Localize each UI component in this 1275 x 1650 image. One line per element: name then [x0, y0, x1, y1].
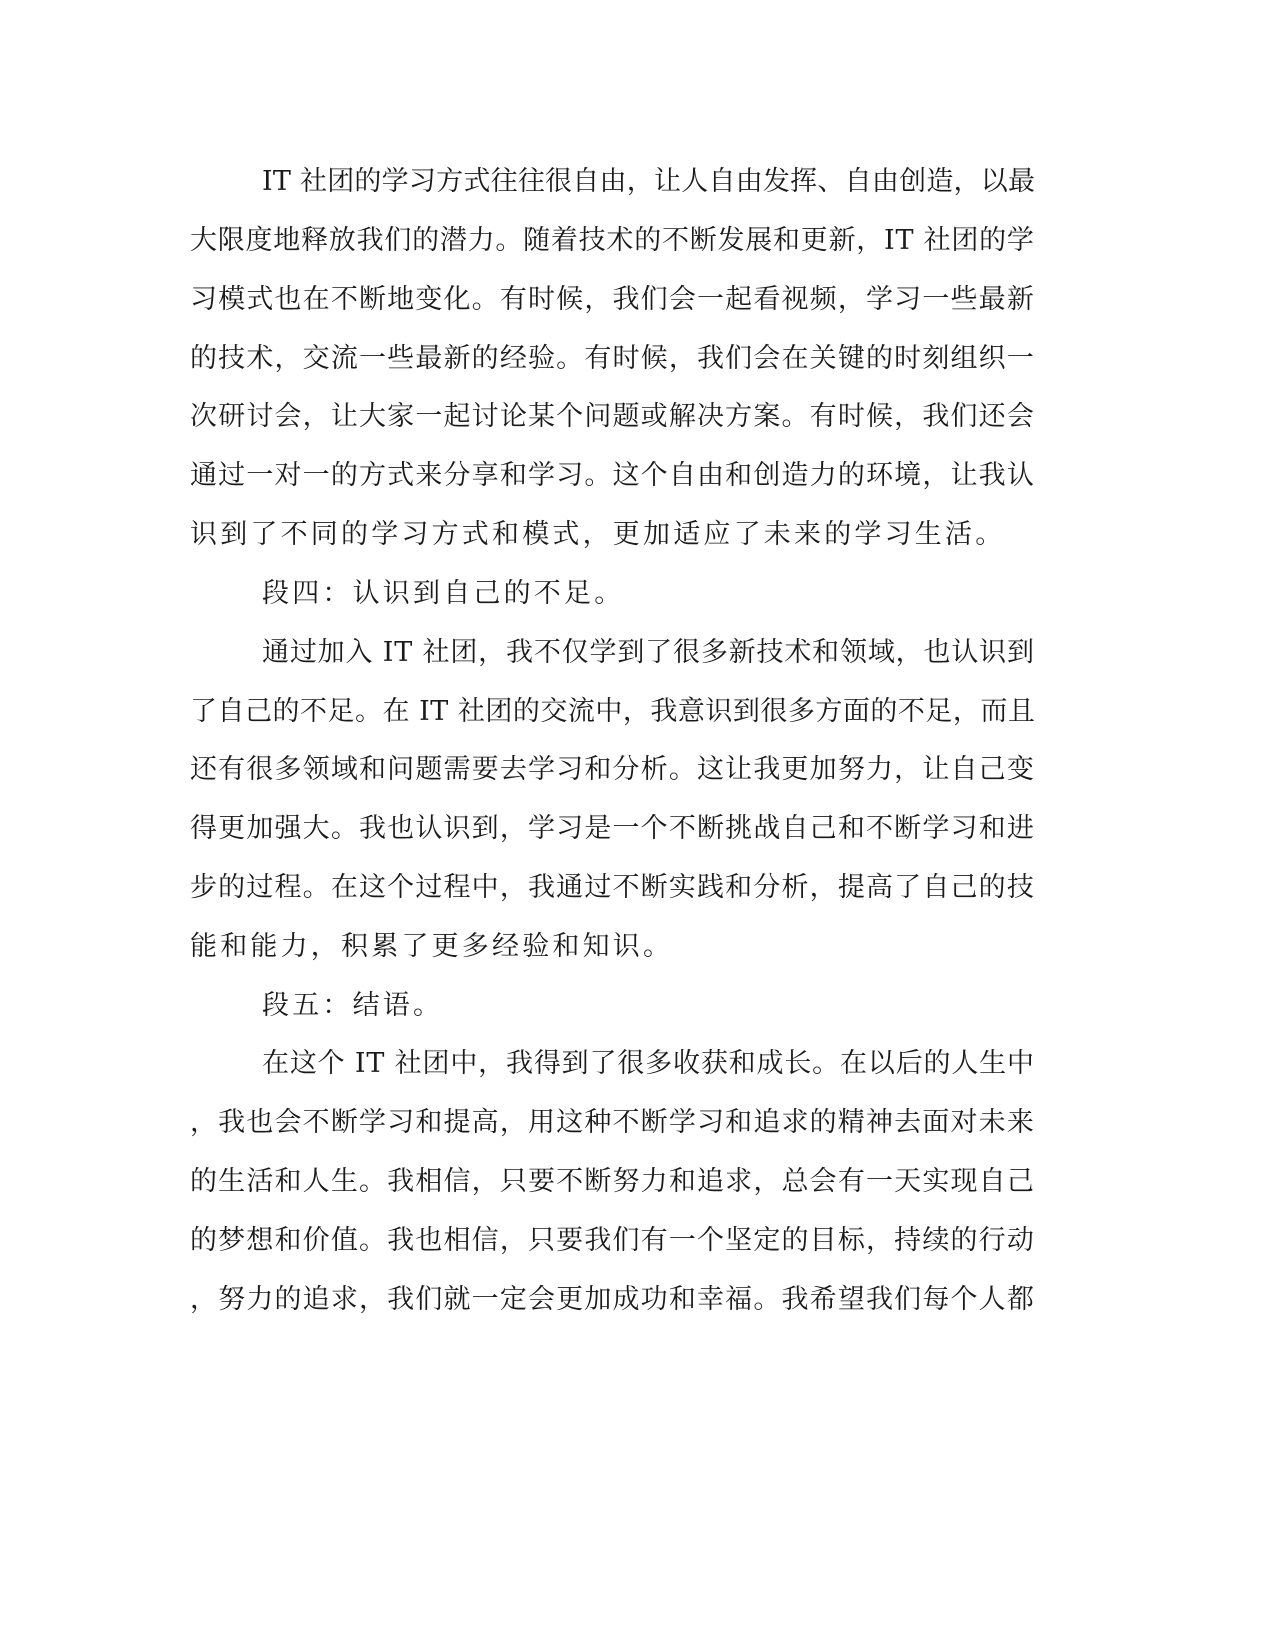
paragraph-line: ，我也会不断学习和提高，用这种不断学习和追求的精神去面对未来: [190, 1107, 1035, 1138]
paragraph-line: ，努力的追求，我们就一定会更加成功和幸福。我希望我们每个人都: [190, 1284, 1035, 1315]
paragraph-line: 能和能力，积累了更多经验和知识。: [190, 931, 674, 962]
paragraph-line: 得更加强大。我也认识到，学习是一个不断挑战自己和不断学习和进: [190, 813, 1035, 844]
paragraph-line: 的技术，交流一些最新的经验。有时候，我们会在关键的时刻组织一: [190, 343, 1035, 374]
section-heading: 段四：认识到自己的不足。: [262, 578, 625, 609]
paragraph-line: 通过一对一的方式来分享和学习。这个自由和创造力的环境，让我认: [190, 460, 1035, 491]
paragraph-line: IT 社团的学习方式往往很自由，让人自由发挥、自由创造，以最: [262, 166, 1036, 197]
paragraph-line: 习模式也在不断地变化。有时候，我们会一起看视频，学习一些最新: [190, 284, 1035, 315]
paragraph-line: 的梦想和价值。我也相信，只要我们有一个坚定的目标，持续的行动: [190, 1225, 1035, 1256]
paragraph-line: 步的过程。在这个过程中，我通过不断实践和分析，提高了自己的技: [190, 872, 1035, 903]
paragraph-line: 次研讨会，让大家一起讨论某个问题或解决方案。有时候，我们还会: [190, 401, 1035, 432]
paragraph-line: 通过加入 IT 社团，我不仅学到了很多新技术和领域，也认识到: [262, 637, 1035, 668]
paragraph-line: 在这个 IT 社团中，我得到了很多收获和成长。在以后的人生中: [262, 1048, 1035, 1079]
paragraph-line: 还有很多领域和问题需要去学习和分析。这让我更加努力，让自己变: [190, 754, 1035, 785]
paragraph-line: 了自己的不足。在 IT 社团的交流中，我意识到很多方面的不足，而且: [190, 696, 1036, 727]
section-heading: 段五：结语。: [262, 990, 444, 1021]
paragraph-line: 的生活和人生。我相信，只要不断努力和追求，总会有一天实现自己: [190, 1166, 1035, 1197]
paragraph-line: 识到了不同的学习方式和模式，更加适应了未来的学习生活。: [190, 519, 1006, 550]
paragraph-line: 大限度地释放我们的潜力。随着技术的不断发展和更新，IT 社团的学: [190, 225, 1035, 256]
